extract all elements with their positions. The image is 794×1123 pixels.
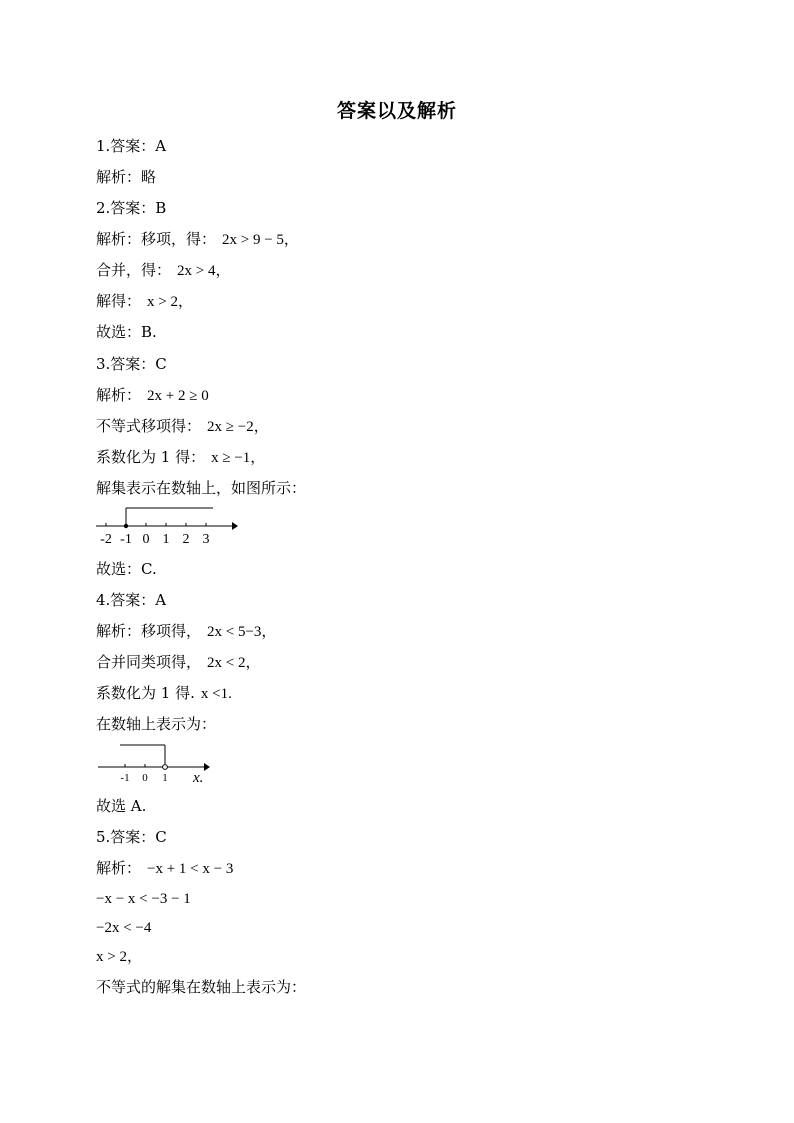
analysis-line: 系数化为 1 得： x ≥ −1， (96, 448, 266, 466)
answer-line: 2.答案：B (96, 199, 167, 217)
number-line-1 (92, 505, 252, 551)
answer-line: 3.答案：C (96, 355, 167, 373)
analysis-line: 解析： −x + 1 < x − 3 (96, 859, 234, 877)
analysis-line: 解集表示在数轴上，如图所示： (96, 479, 307, 497)
math-line: −2x < −4 (96, 920, 152, 936)
tick-label: 1 (162, 532, 170, 547)
tick-label: 3 (202, 532, 210, 547)
tick-label: 0 (142, 772, 148, 784)
answer-line: 1.答案：A (96, 137, 167, 155)
math-line: −x − x < −3 − 1 (96, 891, 191, 907)
open-endpoint (163, 765, 168, 770)
arrow-icon (204, 763, 210, 771)
choice-line: 故选：C. (96, 560, 157, 578)
analysis-line: 合并同类项得， 2x < 2， (96, 653, 261, 671)
analysis-line: 解得： x > 2， (96, 292, 193, 310)
choice-line: 故选：B. (96, 323, 157, 341)
analysis-line: 系数化为 1 得. x <1. (96, 684, 232, 702)
tick-label: 2 (182, 532, 190, 547)
closed-endpoint (124, 524, 128, 528)
analysis-line: 不等式移项得： 2x ≥ −2， (96, 417, 269, 435)
tick-label: -1 (120, 772, 130, 784)
answer-line: 4.答案：A (96, 591, 167, 609)
variable-label: x. (193, 770, 204, 786)
arrow-icon (232, 522, 238, 530)
number-line-2 (92, 740, 222, 786)
page-title: 答案以及解析 (336, 100, 457, 122)
tick-label: 0 (142, 532, 150, 547)
tick-label: -2 (100, 532, 112, 547)
math-line: x > 2， (96, 949, 142, 965)
choice-line: 故选 A. (96, 797, 147, 815)
analysis-line: 在数轴上表示为： (96, 715, 217, 733)
analysis-line: 解析：移项得， 2x < 5−3， (96, 622, 277, 640)
analysis-line: 解析： 2x + 2 ≥ 0 (96, 386, 209, 404)
analysis-line: 解析：移项，得： 2x > 9 − 5， (96, 230, 299, 248)
analysis-line: 解析：略 (96, 168, 157, 186)
analysis-line: 合并，得： 2x > 4， (96, 261, 231, 279)
analysis-line: 不等式的解集在数轴上表示为： (96, 978, 307, 996)
tick-label: 1 (162, 772, 168, 784)
tick-label: -1 (120, 532, 132, 547)
answer-line: 5.答案：C (96, 828, 167, 846)
